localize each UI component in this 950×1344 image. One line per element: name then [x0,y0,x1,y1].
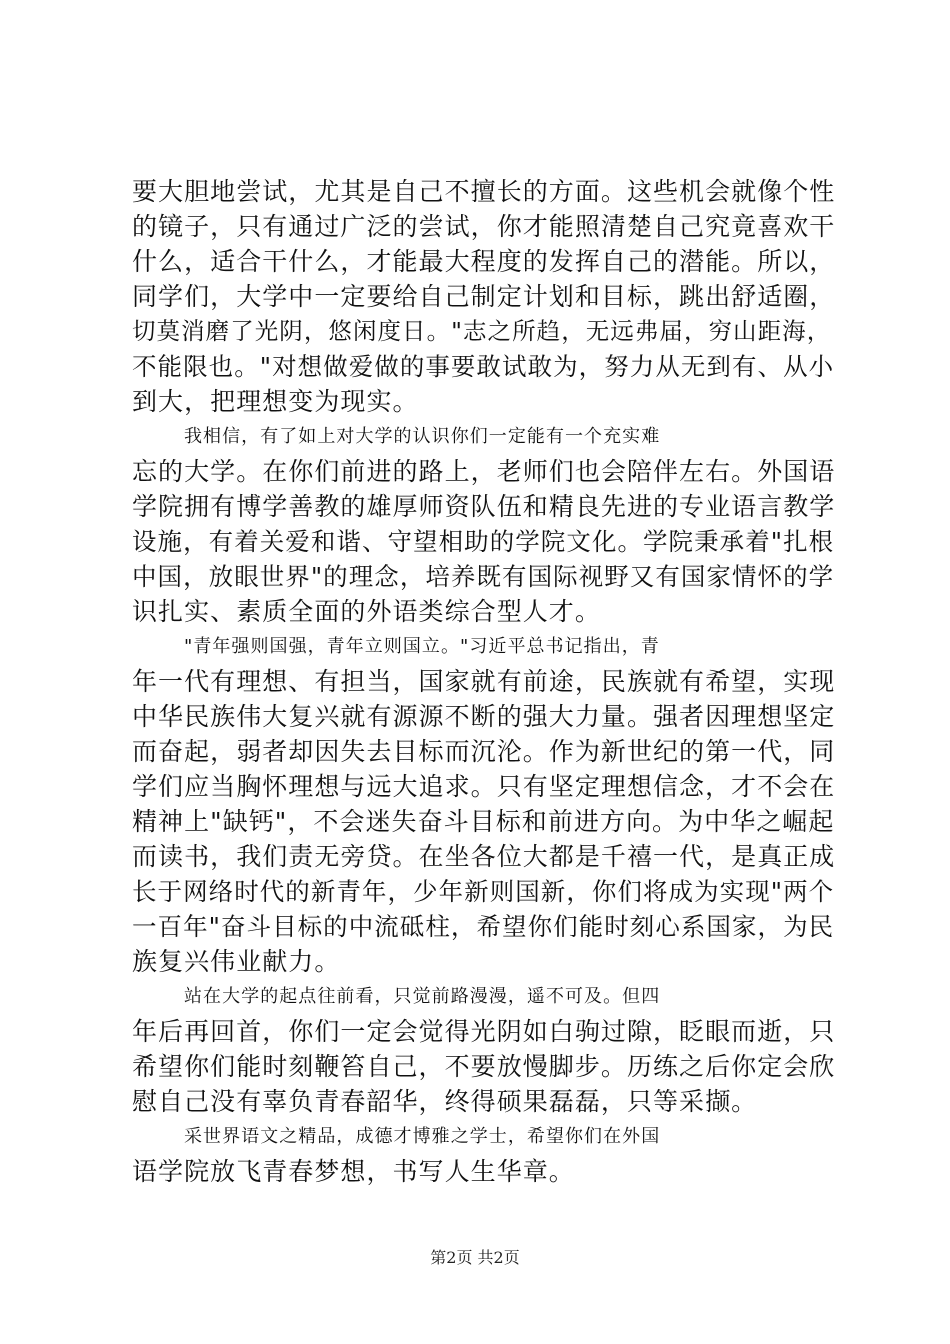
text-line: 年后再回首，你们一定会觉得光阴如白驹过隙，眨眼而逝，只 [132,1017,836,1046]
text-line: 慰自己没有辜负青春韶华，终得硕果磊磊，只等采撷。 [132,1087,758,1116]
text-line: 切莫消磨了光阴，悠闲度日。"志之所趋，无远弗届，穷山距海， [132,317,832,345]
text-line: 学们应当胸怀理想与远大追求。只有坚定理想信念，才不会在 [132,772,836,801]
text-line: 什么，适合干什么，才能最大程度的发挥自己的潜能。所以， [132,247,836,276]
text-line: 语学院放飞青春梦想，书写人生华章。 [132,1157,575,1186]
text-line: 我相信，有了如上对大学的认识你们一定能有一个充实难 [184,426,661,447]
text-line: 一百年"奋斗目标的中流砥柱，希望你们能时刻心系国家，为民 [132,912,835,941]
text-line: 中华民族伟大复兴就有源源不断的强大力量。强者因理想坚定 [132,702,836,731]
text-line: 同学们，大学中一定要给自己制定计划和目标，跳出舒适圈， [132,282,836,311]
text-line: "青年强则国强，青年立则国立。"习近平总书记指出，青 [184,636,660,657]
document-body [132,174,836,1189]
page-footer: 第2页 共2页 [430,1248,520,1267]
text-line: 而读书，我们责无旁贷。在坐各位大都是千禧一代，是真正成 [132,842,836,871]
text-line: 不能限也。"对想做爱做的事要敢试敢为，努力从无到有、从小 [132,352,835,381]
text-line: 采世界语文之精品，成德才博雅之学士，希望你们在外国 [184,1126,661,1147]
text-line: 族复兴伟业献力。 [132,947,341,976]
text-line: 到大，把理想变为现实。 [132,387,419,416]
text-line: 忘的大学。在你们前进的路上，老师们也会陪伴左右。外国语 [132,457,836,486]
text-line: 识扎实、素质全面的外语类综合型人才。 [132,597,601,626]
text-line: 设施，有着关爱和谐、守望相助的学院文化。学院秉承着"扎根 [132,527,835,556]
text-line: 精神上"缺钙"，不会迷失奋斗目标和前进方向。为中华之崛起 [132,807,835,836]
text-line: 而奋起，弱者却因失去目标而沉沦。作为新世纪的第一代，同 [132,737,836,766]
text-line: 学院拥有博学善教的雄厚师资队伍和精良先进的专业语言教学 [132,492,836,521]
text-line: 年一代有理想、有担当，国家就有前途，民族就有希望，实现 [132,667,836,696]
text-line: 站在大学的起点往前看，只觉前路漫漫，遥不可及。但四 [184,986,661,1007]
text-line: 的镜子，只有通过广泛的尝试，你才能照清楚自己究竟喜欢干 [132,212,836,241]
text-line: 希望你们能时刻鞭笞自己，不要放慢脚步。历练之后你定会欣 [132,1052,836,1081]
text-line: 要大胆地尝试，尤其是自己不擅长的方面。这些机会就像个性 [132,177,836,206]
text-line: 长于网络时代的新青年，少年新则国新，你们将成为实现"两个 [132,877,835,906]
text-line: 中国，放眼世界"的理念，培养既有国际视野又有国家情怀的学 [132,562,835,591]
